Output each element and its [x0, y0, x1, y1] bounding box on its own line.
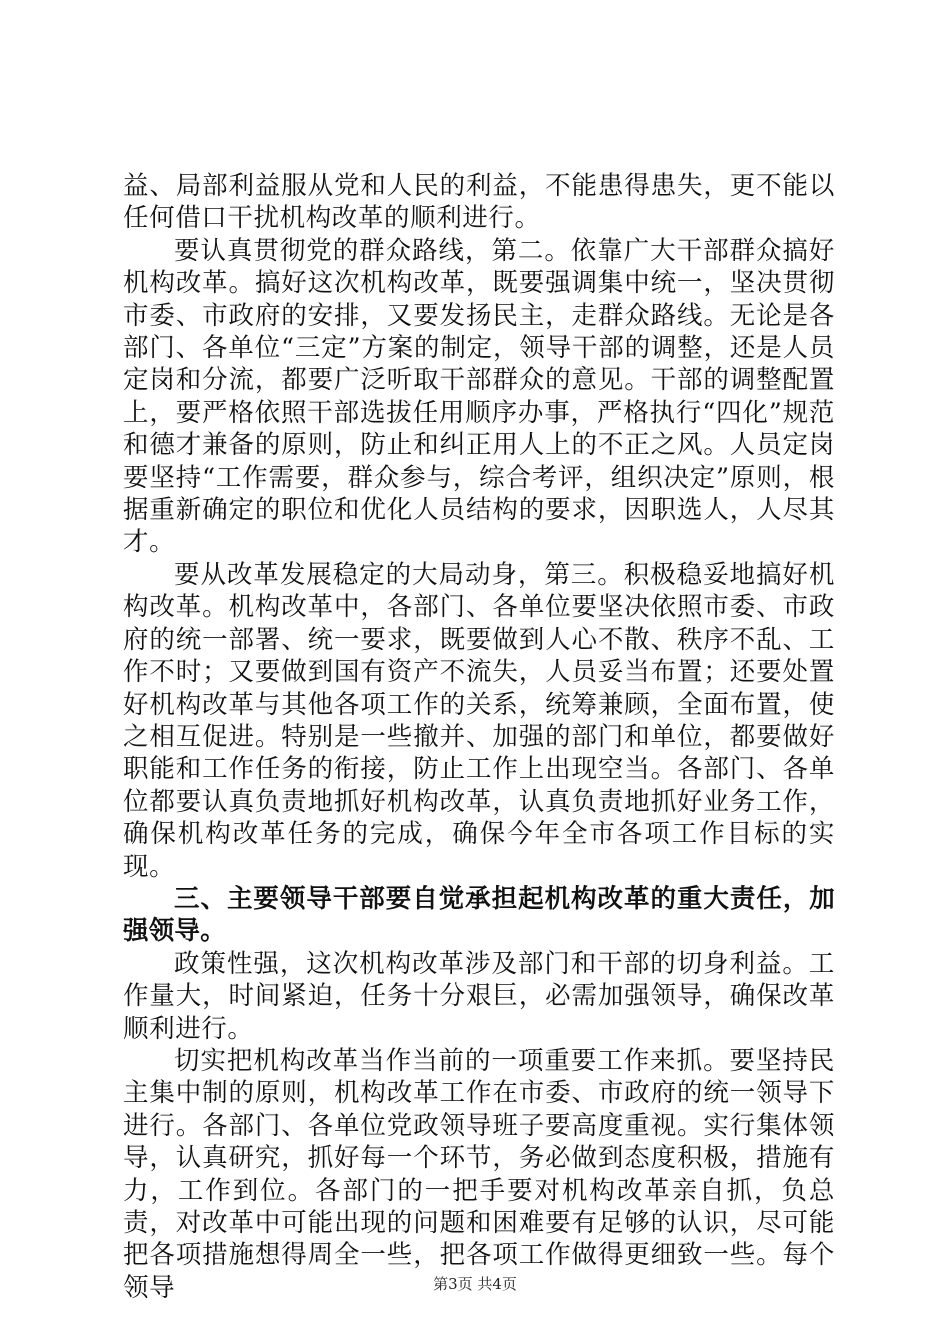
- paragraph-leadership: 切实把机构改革当作当前的一项重要工作来抓。要坚持民主集中制的原则，机构改革工作在市委、市政府的统一领导下进行。各部门、各单位党政领导班子要高度重视。实行集体领导，认真研究，抓好每一个环节，务必做到态度积极，措施有力，工作到位。各部门的一把手要对机构改革亲自抓，负总责，对改革中可能出现的问题和困难要有足够的认识，尽可能把各项措施想得周全一些，把各项工作做得更细致一些。每个领导: [123, 1045, 835, 1303]
- paragraph-stability: 要从改革发展稳定的大局动身，第三。积极稳妥地搞好机构改革。机构改革中，各部门、各单位要坚决依照市委、市政府的统一部署、统一要求，既要做到人心不散、秩序不乱、工作不时；又要做到国有资产不流失，人员妥当布置；还要处置好机构改革与其他各项工作的关系，统筹兼顾，全面布置，使之相互促进。特别是一些撤并、加强的部门和单位，都要做好职能和工作任务的衔接，防止工作上出现空当。各部门、各单位都要认真负责地抓好机构改革，认真负责地抓好业务工作，确保机构改革任务的完成，确保今年全市各项工作目标的实现。: [123, 559, 835, 882]
- document-body: [123, 170, 835, 1304]
- paragraph-continuation: 益、局部利益服从党和人民的利益，不能患得患失，更不能以任何借口干扰机构改革的顺利进行。: [123, 171, 835, 234]
- paragraph-mass-line: 要认真贯彻党的群众路线，第二。依靠广大干部群众搞好机构改革。搞好这次机构改革，既要强调集中统一，坚决贯彻市委、市政府的安排，又要发扬民主，走群众路线。无论是各部门、各单位“三定”方案的制定，领导干部的调整，还是人员定岗和分流，都要广泛听取干部群众的意见。干部的调整配置上，要严格依照干部选拔任用顺序办事，严格执行“四化”规范和德才兼备的原则，防止和纠正用人上的不正之风。人员定岗要坚持“工作需要，群众参与，综合考评，组织决定”原则，根据重新确定的职位和优化人员结构的要求，因职选人，人尽其才。: [123, 235, 835, 558]
- page-footer: 第3页 共4页: [433, 1275, 517, 1293]
- section-heading-three: 三、主要领导干部要自觉承担起机构改革的重大责任，加强领导。: [123, 883, 835, 947]
- paragraph-policy: 政策性强，这次机构改革涉及部门和干部的切身利益。工作量大，时间紧迫，任务十分艰巨，必需加强领导，确保改革顺利进行。: [123, 948, 835, 1044]
